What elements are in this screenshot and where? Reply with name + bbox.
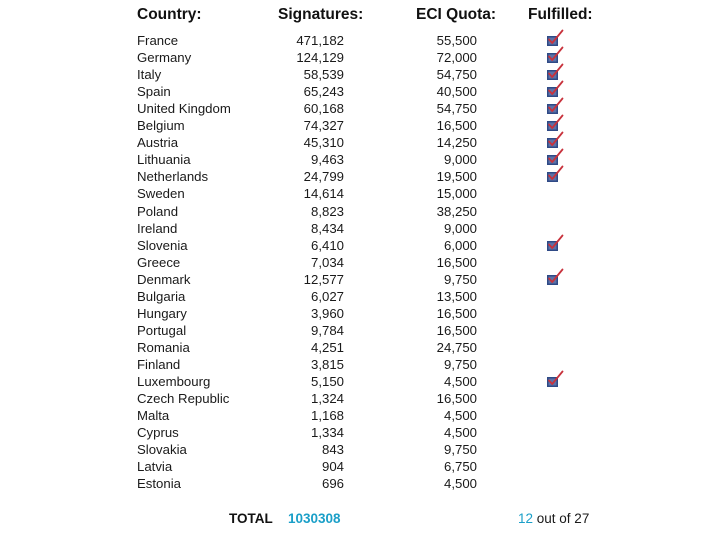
- table-row: [0, 373, 720, 390]
- quota-cell: 40,500: [436, 84, 477, 100]
- country-cell: Finland: [137, 356, 181, 372]
- country-cell: Italy: [137, 67, 162, 83]
- checkbox-checked-icon: [546, 46, 564, 64]
- signatures-cell: 1,324: [310, 391, 344, 407]
- quota-cell: 9,000: [443, 220, 477, 236]
- signatures-cell: 24,799: [303, 169, 344, 185]
- table-row: [0, 305, 720, 322]
- signatures-cell: 45,310: [303, 135, 344, 151]
- signatures-cell: 9,784: [310, 322, 344, 338]
- signatures-cell: 5,150: [310, 374, 344, 389]
- quota-cell: 16,500: [436, 254, 477, 270]
- table-row: [0, 185, 720, 202]
- quota-cell: 4,500: [443, 374, 477, 389]
- quota-cell: 14,250: [436, 135, 477, 151]
- country-cell: Cyprus: [137, 425, 179, 441]
- quota-cell: 9,750: [443, 442, 477, 458]
- checkbox-checked-icon: [546, 63, 564, 81]
- quota-cell: 4,500: [443, 408, 477, 424]
- quota-cell: 13,500: [436, 288, 477, 304]
- table-row: [0, 220, 720, 237]
- fulfilled-count: 12: [518, 511, 534, 526]
- country-cell: Lithuania: [137, 152, 191, 168]
- signatures-cell: 58,539: [303, 67, 344, 83]
- quota-cell: 38,250: [436, 203, 477, 219]
- table-row: [0, 441, 720, 458]
- header-fulfilled: Fulfilled:: [528, 6, 593, 23]
- quota-cell: 54,750: [436, 67, 477, 83]
- table-row: [0, 237, 720, 254]
- table-row: [0, 288, 720, 305]
- country-cell: France: [137, 33, 179, 48]
- table-row: [0, 356, 720, 373]
- checkbox-checked-icon: [546, 97, 564, 115]
- quota-cell: 6,750: [443, 459, 477, 475]
- quota-cell: 6,000: [443, 237, 477, 253]
- quota-cell: 72,000: [436, 50, 477, 66]
- country-cell: Spain: [137, 84, 171, 100]
- total-value: 1030308: [288, 511, 341, 526]
- table-row: [0, 271, 720, 288]
- signatures-cell: 3,815: [310, 356, 344, 372]
- checkbox-checked-icon: [546, 268, 564, 286]
- signatures-cell: 6,410: [310, 237, 344, 253]
- table-row: [0, 458, 720, 475]
- country-cell: Hungary: [137, 305, 187, 321]
- country-cell: Portugal: [137, 322, 187, 338]
- signatures-cell: 12,577: [303, 271, 344, 287]
- country-cell: Estonia: [137, 476, 181, 492]
- signatures-cell: 696: [321, 476, 344, 492]
- country-cell: Netherlands: [137, 169, 209, 185]
- country-cell: Romania: [137, 339, 190, 355]
- signatures-cell: 8,434: [310, 220, 344, 236]
- signatures-cell: 843: [321, 442, 344, 458]
- country-cell: Latvia: [137, 459, 173, 475]
- checkbox-checked-icon: [546, 234, 564, 252]
- signatures-cell: 9,463: [310, 152, 344, 168]
- signatures-cell: 8,823: [310, 203, 344, 219]
- signatures-cell: 1,168: [310, 408, 344, 424]
- quota-cell: 54,750: [436, 101, 477, 117]
- table-row: [0, 407, 720, 424]
- quota-cell: 55,500: [436, 33, 477, 48]
- total-label: TOTAL: [229, 511, 273, 526]
- signatures-cell: 14,614: [303, 186, 344, 202]
- quota-cell: 24,750: [436, 339, 477, 355]
- signatures-cell: 65,243: [303, 84, 344, 100]
- quota-cell: 4,500: [443, 425, 477, 441]
- quota-cell: 9,000: [443, 152, 477, 168]
- signatures-cell: 4,251: [310, 339, 344, 355]
- table-row: [0, 254, 720, 271]
- signatures-cell: 1,334: [310, 425, 344, 441]
- table-row: [0, 66, 720, 83]
- checkbox-checked-icon: [546, 131, 564, 149]
- table-row: [0, 203, 720, 220]
- table-row: [0, 49, 720, 66]
- signatures-cell: 7,034: [310, 254, 344, 270]
- signatures-cell: 471,182: [296, 33, 344, 48]
- checkbox-checked-icon: [546, 165, 564, 183]
- country-cell: Poland: [137, 203, 179, 219]
- country-cell: Luxembourg: [137, 374, 211, 389]
- table-row: [0, 339, 720, 356]
- quota-cell: 9,750: [443, 271, 477, 287]
- quota-cell: 4,500: [443, 476, 477, 492]
- quota-cell: 16,500: [436, 391, 477, 407]
- table-row: [0, 32, 720, 49]
- table-row: [0, 390, 720, 407]
- table-row: [0, 424, 720, 441]
- quota-cell: 15,000: [436, 186, 477, 202]
- table-row: [0, 117, 720, 134]
- signatures-cell: 74,327: [303, 118, 344, 134]
- quota-cell: 9,750: [443, 356, 477, 372]
- signatures-cell: 3,960: [310, 305, 344, 321]
- country-cell: Austria: [137, 135, 179, 151]
- checkbox-checked-icon: [546, 80, 564, 98]
- country-cell: Slovenia: [137, 237, 188, 253]
- signatures-cell: 124,129: [296, 50, 344, 66]
- country-cell: Slovakia: [137, 442, 187, 458]
- table-row: [0, 134, 720, 151]
- country-cell: Bulgaria: [137, 288, 186, 304]
- table-row: [0, 151, 720, 168]
- country-cell: Denmark: [137, 271, 191, 287]
- country-cell: Belgium: [137, 118, 185, 134]
- fulfilled-suffix: out of 27: [533, 511, 590, 526]
- header-signatures: Signatures:: [278, 6, 364, 23]
- country-cell: Greece: [137, 254, 181, 270]
- checkbox-checked-icon: [546, 370, 564, 388]
- quota-cell: 16,500: [436, 322, 477, 338]
- table-row: [0, 322, 720, 339]
- country-cell: Malta: [137, 408, 170, 424]
- signatures-cell: 904: [321, 459, 344, 475]
- checkbox-checked-icon: [546, 114, 564, 132]
- table-row: [0, 475, 720, 492]
- signatures-cell: 60,168: [303, 101, 344, 117]
- country-cell: Czech Republic: [137, 391, 230, 407]
- table-row: [0, 100, 720, 117]
- country-cell: Ireland: [137, 220, 178, 236]
- country-cell: Germany: [137, 50, 192, 66]
- fulfilled-summary: [518, 511, 589, 526]
- table-row: [0, 83, 720, 100]
- quota-cell: 16,500: [436, 118, 477, 134]
- quota-cell: 19,500: [436, 169, 477, 185]
- quota-cell: 16,500: [436, 305, 477, 321]
- checkbox-checked-icon: [546, 148, 564, 166]
- header-eci-quota: ECI Quota:: [416, 6, 497, 23]
- header-country: Country:: [137, 6, 202, 23]
- table-row: [0, 168, 720, 185]
- country-cell: Sweden: [137, 186, 185, 202]
- checkbox-checked-icon: [546, 29, 564, 47]
- country-cell: United Kingdom: [137, 101, 231, 117]
- signatures-cell: 6,027: [310, 288, 344, 304]
